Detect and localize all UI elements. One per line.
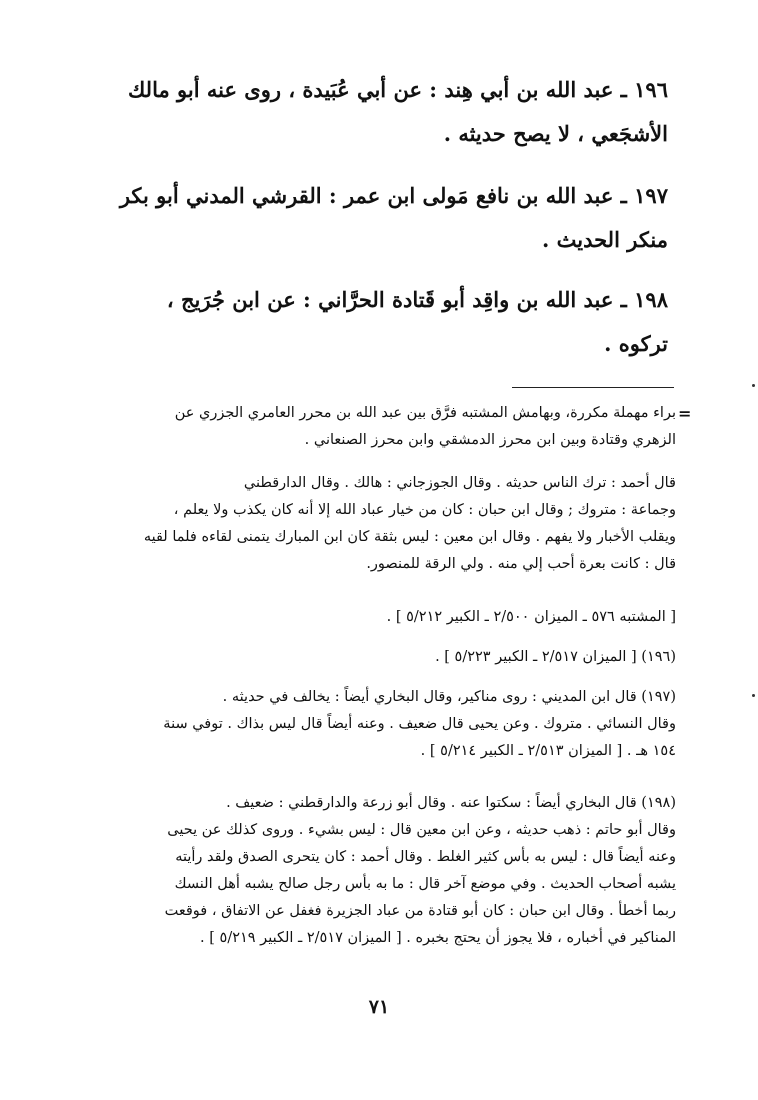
footnote-paragraph	[108, 470, 676, 578]
scan-speck	[752, 384, 755, 387]
footnote-line: المناكير في أخباره ، فلا يجوز أن يحتج بخبره . [ الميزان ٢/٥١٧ ـ الكبير ٥/٢١٩ ] .	[200, 930, 676, 946]
footnote-continuation	[108, 400, 676, 454]
entry-line: منكر الحديث .	[542, 227, 668, 252]
footnote-line: يشبه أصحاب الحديث . وفي موضع آخر قال : ما به بأس رجل صالح يشبه أهل النسك	[174, 876, 676, 892]
footnote-line: ربما أخطأ . وقال ابن حبان : كان أبو قتادة من عباد الجزيرة فغفل عن الاتفاق ، فوقعت	[164, 903, 676, 919]
footnote-196	[108, 644, 676, 671]
footnote-line: (١٩٦) [ الميزان ٢/٥١٧ ـ الكبير ٥/٢٢٣ ] .	[435, 649, 676, 665]
entry-line: ١٩٨ ـ عبد الله بن واقِد أبو قَتادة الحرَّاني : عن ابن جُرَيج ،	[166, 287, 668, 312]
entry-198	[108, 278, 668, 366]
entry-line: الأشجَعي ، لا يصح حديثه .	[443, 121, 668, 146]
footnote-line: الزهري وقتادة وبين ابن محرز الدمشقي وابن محرز الصنعاني .	[304, 432, 676, 448]
footnote-line: ١٥٤ هـ . [ الميزان ٢/٥١٣ ـ الكبير ٥/٢١٤ ] .	[420, 743, 676, 759]
footnote-197	[108, 684, 676, 765]
footnote-line: قال أحمد : ترك الناس حديثه . وقال الجوزجاني : هالك . وقال الدارقطني	[243, 475, 676, 491]
entry-line: ١٩٧ ـ عبد الله بن نافع مَولى ابن عمر : القرشي المدني أبو بكر	[119, 183, 668, 208]
footnote-line: براء مهملة مكررة، وبهامش المشتبه فرَّق بين عبد الله بن محرر العامري الجزري عن	[174, 405, 676, 421]
footnote-reference	[108, 604, 676, 631]
footnote-line: ويقلب الأخبار ولا يفهم . وقال ابن معين : ليس بثقة كان ابن المبارك يتمنى لقاءه فلما لقيه	[143, 529, 676, 545]
entry-line: ١٩٦ ـ عبد الله بن أبي هِند : عن أبي عُبَيدة ، روى عنه أبو مالك	[127, 77, 668, 102]
footnote-line: [ المشتبه ٥٧٦ ـ الميزان ٢/٥٠٠ ـ الكبير ٥/٢١٢ ] .	[386, 609, 676, 625]
footnote-line: وقال أبو حاتم : ذهب حديثه ، وعن ابن معين قال : ليس بشيء . وروى كذلك عن يحيى	[167, 822, 676, 838]
footnote-line: قال : كانت بعرة أحب إلي منه . ولي الرقة للمنصور.	[366, 556, 676, 572]
footnote-separator	[512, 387, 674, 388]
entry-line: تركوه .	[604, 331, 668, 356]
footnote-line: وجماعة : متروك ; وقال ابن حبان : كان من خيار عباد الله إلا أنه كان يكذب ولا يعلم ،	[173, 502, 676, 518]
page-number: ٧١	[368, 996, 390, 1018]
entry-197	[108, 174, 668, 262]
footnote-198	[108, 790, 676, 952]
scan-speck	[752, 694, 755, 697]
footnote-line: (١٩٧) قال ابن المديني : روى مناكير، وقال البخاري أيضاً : يخالف في حديثه .	[222, 689, 676, 705]
footnote-line: وعنه أيضاً قال : ليس به بأس كثير الغلط . وقال أحمد : كان يتحرى الصدق ولقد رأيته	[175, 849, 676, 865]
footnote-line: وقال النسائي . متروك . وعن يحيى قال ضعيف . وعنه أيضاً قال ليس بذاك . توفي سنة	[163, 716, 676, 732]
continuation-marker: =	[678, 404, 692, 423]
footnote-line: (١٩٨) قال البخاري أيضاً : سكتوا عنه . وقال أبو زرعة والدارقطني : ضعيف .	[226, 795, 676, 811]
entry-196	[108, 68, 668, 156]
